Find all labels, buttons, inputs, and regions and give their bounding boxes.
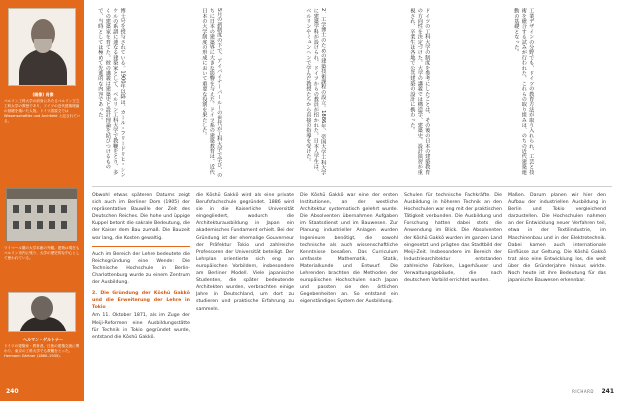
portrait-caption-text: ベルリン工科大学の前身にあたるベルリン王立工科大学の教授であり、ドイツの近代建築理論の基礎を築いた人物。ドイツ語原文では Wissenschaftler und Architekt と記されている。 [4, 99, 81, 123]
body-column-3 [300, 192, 398, 384]
paragraph: Viele japanische Studenten, die später bedeutende Architekten wurden, verbrachten einige Jahre in Deutschland, um dort zu studieren und praktische Erfahrung zu sammeln. [196, 271, 294, 312]
body-column-4 [404, 192, 502, 384]
section-heading: 2. Die Gründung der Kōshū Gakkō und die Erweiterung der Lehre in Tokio [92, 291, 190, 311]
jp-column-block [408, 8, 508, 180]
portrait-caption-2-title: ヘルマン・ゲルトナー [23, 337, 63, 342]
portrait-body-shape [19, 49, 67, 86]
portrait-caption-2 [4, 337, 82, 359]
portrait-caption-2-text: ドイツの建築家・教育者。日独の建築交流に関わり、東京の工科大学でも教鞭をとった。Hermann Gärtner (1860–1935). [4, 344, 80, 358]
paragraph: Die Hochschulen nahmen an der Entwicklung neuer Verfahren teil, etwa in der Textilindustrie, im Maschinenbau und in der Elektrotechnik. Dabei kamen auch internationale Einflüsse zur Geltung. [508, 214, 606, 255]
running-head-right: RICHARD [572, 389, 594, 394]
portrait-caption [4, 92, 82, 124]
building-window [13, 205, 19, 213]
paragraph: Die Ausbildung und Forschung hatten dabei stets die Anwendung im Blick. Die Absolventen der Kōshū Gakkō wurden im ganzen Land eingesetzt und prägten das Stadtbild der Meiji-Zeit. [404, 214, 502, 255]
building-window [25, 221, 31, 229]
building-roof-shape [7, 189, 78, 199]
jp-column-block [304, 8, 404, 180]
heading-rule [92, 246, 190, 247]
jp-paragraph: 2．工学博士のための建築技術課程の設立。1886年、帝国大学工科大学に建築学科が設けられ、ドイツからの教員が招かれた。日本人学生は、ベルリンやミュンヘンで学んだ教授たちから直接の指導を受けた。 [305, 8, 327, 176]
paragraph: Obwohl etwas späteren Datums zeigt sich auch im Berliner Dom (1905) der repräsentative Bauwille der Zeit des Deutschen Reiches. Die hohe und üppige Kuppel betont die sakrale Bedeutung, die der Kaiser dem Bau zumaß. Die Bauzeit war lang, die Kosten gewaltig. [92, 193, 190, 241]
building-window [61, 221, 67, 229]
paragraph: Die Kōshū Gakkō trat also eine Entwicklung los, die weit über die Gründerjahre hinaus wirkte. Noch heute ist ihre Bedeutung für das japanische Bauwesen erkennbar. [508, 249, 606, 284]
body-column-2 [196, 192, 294, 384]
jp-paragraph: 工業デザインの分野でも、ドイツの教育方法が取り入れられ、工芸と技術を統合する試みが行われた。これらの取り組みは、のちの近代建築運動の基礎となった。 [513, 8, 535, 175]
jp-column-block [96, 8, 196, 180]
paragraph: Auch im Bereich der Lehre bedeutete die Reichsgründung eine Wende: Die Technische Hochschule in Berlin-Charlottenburg wurde zu einem Zentrum der Ausbildung. [92, 251, 190, 286]
jp-paragraph: 5月の新制度の下で、アイバイナーバールーの世代が工科大学で学び、のちに日本の建築界に大きな影響を与えた。ドイツ系の建築教育は、近代日本の大学制度の形成において重要な役割を果たした。 [201, 8, 223, 178]
paragraph: Die Lehrenden brachten die Methoden der europäischen Hochschulen nach Japan und passten sie den örtlichen Gegebenheiten an. So entstand ein eigenständiges System der Ausbildung. [300, 263, 398, 305]
paragraph: Insbesondere im Bereich der Industriearchitektur entstanden zahlreiche Fabriken, Lagerhäuser und Verwaltungsgebäude, die nach deutschem Vorbild errichtet wurden. [404, 249, 502, 284]
portrait-caption-title: (画像) 肖像 [32, 92, 54, 97]
jp-paragraph: 博士号を授与されている。1900年以降は、カール・フリードリヒ・シンケルの系譜に連なる建築家として、ベルリン工科大学で教鞭をとり、多くの建築家を育てた。彼の講義は建築史と設計理論を結びつけるもので、当時としては極めて先進的な内容であった。 [97, 8, 126, 178]
page-number-left: 240 [6, 388, 19, 395]
building-window [49, 205, 55, 213]
building-window [61, 205, 67, 213]
body-column-1 [92, 192, 190, 384]
portrait-head-shape [31, 296, 53, 320]
building-image [6, 188, 78, 242]
paragraph: Am 11. Oktober 1871, als im Zuge der Meiji-Reformen eine Ausbildungsstätte für Technik in Tokio gegründet wurde, entstand die Kōshū Gakkō. [92, 313, 190, 340]
paragraph: Schulen für technische Fachkräfte. Die Ausbildung in höheren Technik an den Hochschulen war eng mit der praktischen Tätigkeit verbunden. [404, 193, 502, 220]
paragraph: Maßen. Darum planen wir hier den Aufbau der industriellen Ausbildung in Berlin und Tokio vergleichend darzustellen. [508, 193, 606, 220]
section-divider [92, 186, 612, 187]
jp-column-block [512, 8, 612, 180]
paragraph: Zur Planung industrieller Anlagen wurden Ingenieure benötigt, die sowohl technische als auch wissenschaftliche Kenntnisse besaßen. Das Curriculum umfasste Mathematik, Statik, Materialkunde und Entwurf. [300, 221, 398, 269]
building-window [13, 221, 19, 229]
building-caption: ワイマール期の大学本館の外観。建物は現在もベルリン市内に残り、大学の歴史的な中心として使われている。 [4, 246, 80, 260]
portrait-image [8, 8, 76, 86]
sidebar [0, 0, 84, 401]
paragraph: Die Kōshū Gakkō war eine der ersten Institutionen, an der westliche Architektur systematisch gelehrt wurde. Die Absolventen übernahmen Aufgaben im Staatsdienst und im Bauwesen. [300, 193, 398, 227]
building-window [25, 205, 31, 213]
building-window [37, 205, 43, 213]
paragraph: Bei der Gründung ist der ehemalige Gouverneur der Präfektur Tokio und zahlreiche Professoren der Universität beteiligt. Der Lehrplan orientierte sich eng an europäischen Vorbildern, insbesondere am Berliner Modell. [196, 228, 294, 277]
page-number-right: 241 [601, 388, 614, 395]
paragraph: die Kōshū Gakkō wird als eine private Berufsfachschule gegründet. 1886 wird sie in die Kaiserliche Universität eingegliedert, wodurch die Architekturausbildung in Japan ein akademisches Fundament erhielt. [196, 193, 294, 234]
body-column-5 [508, 192, 606, 384]
building-window [37, 221, 43, 229]
jp-paragraph: ドイツの工科大学の制度を参考にしたことは、その後の日本の建築教育の方向性を決定づけた。大学の講義では構造学、建築史、設計演習が重視され、卒業生は各地で公共建築の設計に携わった。 [409, 8, 431, 175]
jp-column-block [200, 8, 300, 180]
portrait-image-2 [8, 292, 76, 332]
building-window [49, 221, 55, 229]
